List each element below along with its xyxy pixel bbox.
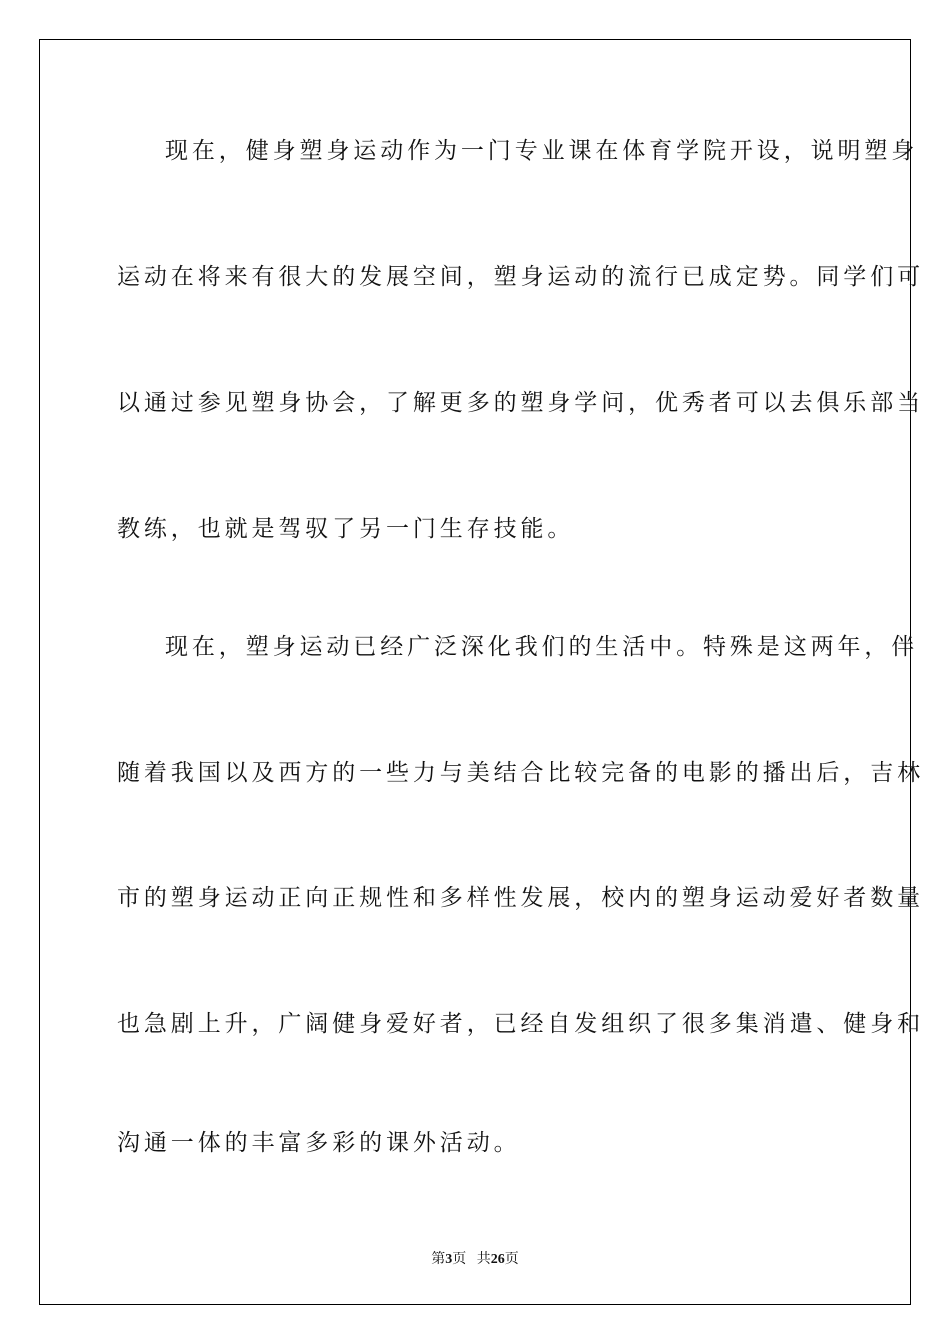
paragraph-2-line-3: 市的塑身运动正向正规性和多样性发展，校内的塑身运动爱好者数量 <box>117 885 924 911</box>
footer-total-prefix: 共 <box>476 1252 491 1267</box>
paragraph-1-line-2: 运动在将来有很大的发展空间，塑身运动的流行已成定势。同学们可 <box>117 264 924 290</box>
paragraph-1-line-3: 以通过参见塑身协会，了解更多的塑身学问，优秀者可以去俱乐部当 <box>117 390 924 416</box>
footer-total-suffix: 页 <box>504 1252 519 1267</box>
footer-total-pages: 26 <box>490 1252 505 1267</box>
footer-page-suffix: 页 <box>452 1252 467 1267</box>
paragraph-1-line-4: 教练，也就是驾驭了另一门生存技能。 <box>117 516 575 542</box>
paragraph-1-line-1: 现在，健身塑身运动作为一门专业课在体育学院开设，说明塑身 <box>165 138 919 164</box>
paragraph-2-line-2: 随着我国以及西方的一些力与美结合比较完备的电影的播出后，吉林 <box>117 760 924 786</box>
page-border <box>39 39 924 1305</box>
paragraph-2-line-4: 也急剧上升，广阔健身爱好者，已经自发组织了很多集消遣、健身和 <box>117 1011 924 1037</box>
page-footer <box>0 1248 950 1268</box>
footer-page-number: 3 <box>445 1252 453 1267</box>
footer-page-prefix: 第 <box>431 1252 446 1267</box>
paragraph-2-line-1: 现在，塑身运动已经广泛深化我们的生活中。特殊是这两年，伴 <box>165 634 919 660</box>
paragraph-2-line-5: 沟通一体的丰富多彩的课外活动。 <box>117 1130 521 1156</box>
